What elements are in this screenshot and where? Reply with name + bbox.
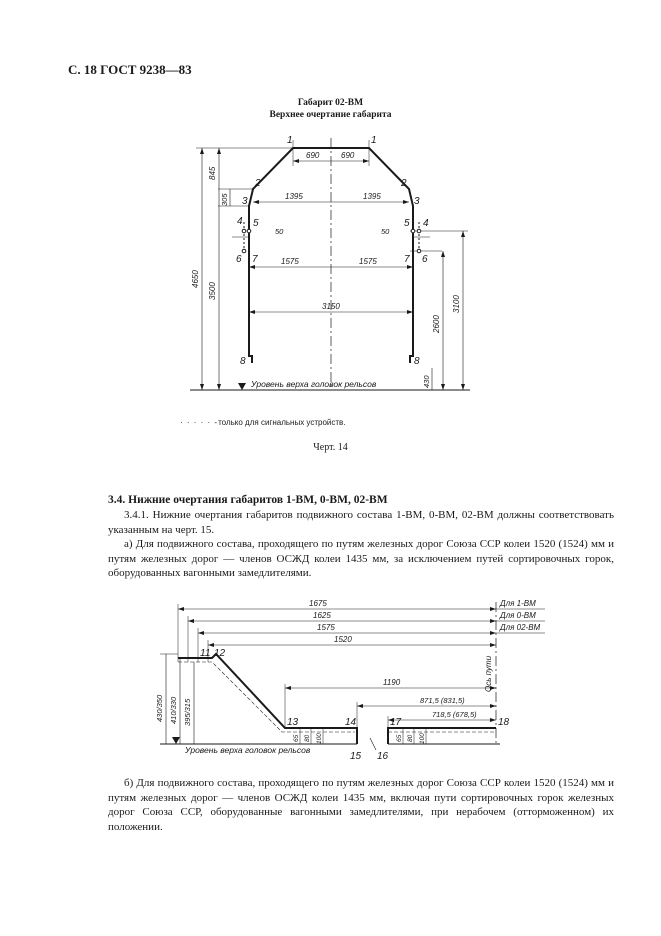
point-17: 17 [390,717,402,728]
dim-430: 430 [422,375,431,388]
dim-1625: 1625 [313,611,331,620]
point-7-left: 7 [252,254,258,265]
point-1-right: 1 [371,135,377,146]
dim-718: 718,5 (678,5) [432,710,477,719]
dim-50-left: 50 [275,227,284,236]
dim-1675: 1675 [309,599,327,608]
figure-subtitle: Верхнее очертание габарита [269,110,392,120]
rail-level-label-2: Уровень верха головок рельсов [185,745,311,755]
paragraph-b: б) Для подвижного состава, проходящего по путям железных дорог Союза ССР колеи 1520 (1524) мм и путям железных дорог — членов ОСЖД колеи 1435 мм, включая пути сортировочных горок железных дорог Союза ССР, оборудованные вагонными замедлителями, при нерабочем (отторможенном) их положении. [108,777,614,833]
dim-2600: 2600 [432,315,441,333]
paragraph-3-4-1: 3.4.1. Нижние очертания габаритов подвижного состава 1-ВМ, 0-ВМ, 02-ВМ должны соответствовать указанным на черт. 15. [108,509,614,536]
figure-note: · · · · · -только для сигнальных устройств. [180,418,346,427]
dim-80-right: 80 [407,734,414,742]
dim-690-left: 690 [306,151,320,160]
lower-contour [178,654,357,744]
point-2-right: 2 [401,178,407,189]
figure-title: Габарит 02-ВМ [297,98,364,108]
dim-1520: 1520 [334,635,352,644]
point-11: 11 [200,648,211,659]
legend-02vm: Для 02-ВМ [500,623,541,632]
dim-4650: 4650 [191,270,200,288]
page-header: С. 18 ГОСТ 9238—83 [68,62,192,77]
point-5-left: 5 [253,218,259,229]
point-15: 15 [350,751,362,762]
point-4-right: 4 [423,218,429,229]
point-1-left: 1 [287,135,293,146]
dim-1395-right: 1395 [363,192,381,201]
dim-1190: 1190 [383,678,401,687]
lower-contour-right [388,728,496,744]
dim-80-left: 80 [304,734,311,742]
section-title: 3.4. Нижние очертания габаритов 1-ВМ, 0-ВМ, 02-ВМ [108,494,388,506]
point-12: 12 [214,648,226,659]
dim-1575: 1575 [317,623,335,632]
point-5-right: 5 [404,218,410,229]
dim-1395-left: 1395 [285,192,303,201]
dim-690-right: 690 [341,151,355,160]
dim-430-350: 430/350 [155,694,164,722]
point-8-left: 8 [240,356,246,367]
upper-outline-drawing [0,128,661,418]
dim-395-315: 395/315 [183,698,192,726]
point-4-left: 4 [237,216,243,227]
dim-65-left: 65 [293,734,300,742]
dim-410-330: 410/330 [169,696,178,724]
point-3-right: 3 [414,196,420,207]
dim-871: 871,5 (831,5) [420,696,465,705]
point-6-left: 6 [236,254,242,265]
rail-level-marker [238,383,246,390]
dim-100-right: 100 [419,733,426,744]
point-3-left: 3 [242,196,248,207]
dim-1575-right: 1575 [359,257,377,266]
point-18: 18 [498,717,510,728]
dim-50-right: 50 [381,227,390,236]
point-14: 14 [345,717,357,728]
dim-100-left: 100 [316,733,323,744]
rail-level-marker-2 [172,737,180,744]
legend-1vm: Для 1-ВМ [500,599,536,608]
dim-3100: 3100 [452,295,461,313]
dim-65-right: 65 [396,734,403,742]
legend-0vm: Для 0-ВМ [500,611,536,620]
dim-1575-left: 1575 [281,257,299,266]
figure-caption: Черт. 14 [313,442,348,453]
dim-305: 305 [220,193,229,206]
rail-level-label: Уровень верха головок рельсов [251,379,377,389]
track-axis-label: Ось пути [484,655,493,692]
point-7-right: 7 [404,254,410,265]
point-8-right: 8 [414,356,420,367]
dim-845: 845 [208,166,217,180]
paragraph-a: а) Для подвижного состава, проходящего по путям железных дорог Союза ССР колеи 1520 (1524) мм и путям железных дорог — членов ОСЖД колеи 1435 мм, за исключением путей сортировочных горок, оборудованных вагонными замедлителями. [108,538,614,580]
dim-3500: 3500 [208,282,217,300]
point-2-left: 2 [255,178,261,189]
lower-outline-drawing [0,592,661,764]
figure-note-text: только для сигнальных устройств. [218,418,346,427]
point-13: 13 [287,717,299,728]
point-6-right: 6 [422,254,428,265]
point-16: 16 [377,751,389,762]
dim-3150: 3150 [322,302,340,311]
